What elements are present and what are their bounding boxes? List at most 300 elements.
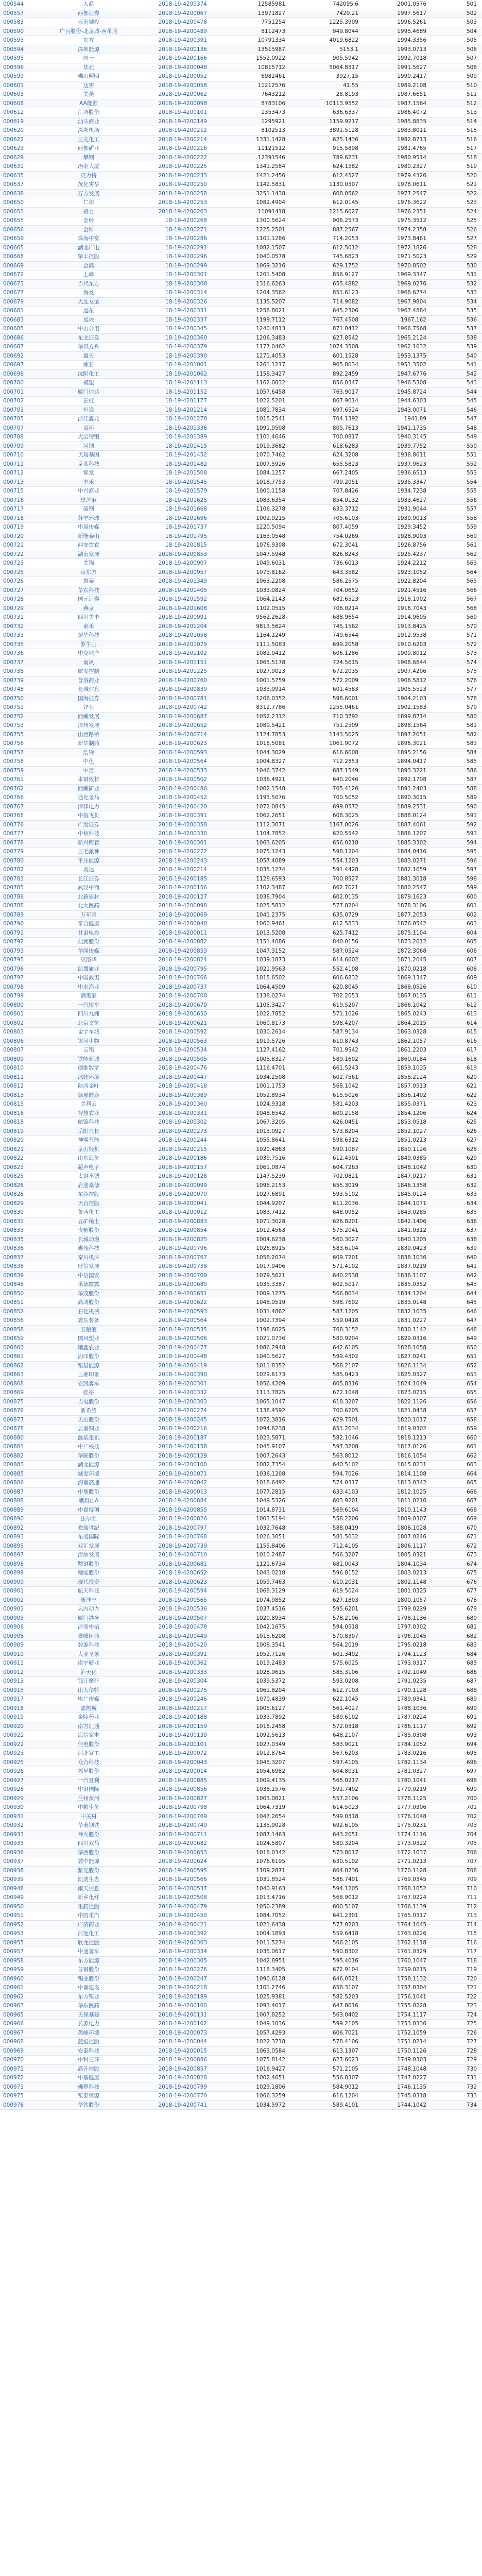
id-cell[interactable]: 2018-19-4200334 <box>158 1948 207 1955</box>
code-cell[interactable]: 000965 <box>3 2011 24 2018</box>
code-cell[interactable]: 000875 <box>3 1398 24 1405</box>
name-cell[interactable]: 东方能源 <box>78 1957 99 1964</box>
name-cell[interactable]: 鑫茂科技 <box>78 1245 99 1251</box>
id-cell[interactable]: 2018-19-4200390 <box>158 1371 207 1378</box>
id-cell[interactable]: 2018-19-4200253 <box>158 199 207 206</box>
code-cell[interactable]: 000713 <box>3 479 24 485</box>
name-cell[interactable]: 中山公用 <box>78 326 99 332</box>
name-cell[interactable]: 中色 <box>83 758 94 765</box>
name-cell[interactable]: 普洛药业 <box>78 677 99 684</box>
id-cell[interactable]: 2018-19-4200421 <box>158 1921 207 1928</box>
code-cell[interactable]: 000895 <box>3 1543 24 1549</box>
id-cell[interactable]: 2018-19-4200374 <box>158 1 207 7</box>
id-cell[interactable]: 2018-19-4200854 <box>158 1227 207 1233</box>
code-cell[interactable]: 000953 <box>3 1930 24 1937</box>
name-cell[interactable]: 新兴铸管 <box>78 839 99 846</box>
id-cell[interactable]: 2018-19-4200650 <box>158 1011 207 1017</box>
id-cell[interactable]: 2018-19-4200449 <box>158 1633 207 1639</box>
name-cell[interactable]: 一汽轿车 <box>78 1002 99 1008</box>
code-cell[interactable]: 000919 <box>3 1714 24 1720</box>
id-cell[interactable]: 18-19-4201452 <box>165 452 207 458</box>
code-cell[interactable]: 000926 <box>3 1768 24 1774</box>
id-cell[interactable]: 2018-19-4200304 <box>158 1678 207 1684</box>
code-cell[interactable]: 000863 <box>3 1371 24 1378</box>
code-cell[interactable]: 000951 <box>3 1912 24 1919</box>
code-cell[interactable]: 000807 <box>3 1047 24 1053</box>
id-cell[interactable]: 2018-19-4200052 <box>158 73 207 79</box>
name-cell[interactable]: 山东海化 <box>78 1155 99 1161</box>
id-cell[interactable]: 2018-19-4200392 <box>158 1930 207 1937</box>
name-cell[interactable]: 双汇发展 <box>78 1543 99 1549</box>
name-cell[interactable]: 西藏发展 <box>78 713 99 720</box>
name-cell[interactable]: 北京文化 <box>78 1020 99 1026</box>
name-cell[interactable]: 炼石 <box>83 362 94 368</box>
code-cell[interactable]: 000708 <box>3 434 24 440</box>
code-cell[interactable]: 000709 <box>3 443 24 449</box>
id-cell[interactable]: 2018-19-4200250 <box>158 181 207 188</box>
name-cell[interactable]: 甘肃电投 <box>78 929 99 936</box>
code-cell[interactable]: 000975 <box>3 2093 24 2099</box>
code-cell[interactable]: 000716 <box>3 497 24 503</box>
code-cell[interactable]: 000809 <box>3 1056 24 1062</box>
id-cell[interactable]: 2018-19-4200593 <box>158 1308 207 1315</box>
name-cell[interactable]: 泸天化 <box>80 1669 97 1675</box>
name-cell[interactable]: 河钢 <box>83 443 94 449</box>
name-cell[interactable]: 漳州发展 <box>78 722 99 728</box>
code-cell[interactable]: 000933 <box>3 1831 24 1838</box>
name-cell[interactable]: 冶金大厦 <box>78 163 99 170</box>
name-cell[interactable]: 广发证券 <box>78 821 99 828</box>
id-cell[interactable]: 2018-19-4200258 <box>158 190 207 197</box>
code-cell[interactable]: 000685 <box>3 326 24 332</box>
name-cell[interactable]: 中核科技 <box>78 831 99 837</box>
name-cell[interactable]: 中水渔业 <box>78 984 99 990</box>
id-cell[interactable]: 2018-19-4200130 <box>158 1732 207 1738</box>
name-cell[interactable]: 铁岭新城 <box>78 1056 99 1062</box>
id-cell[interactable]: 2018-19-4200486 <box>158 785 207 792</box>
id-cell[interactable]: 2018-19-4200159 <box>158 1723 207 1730</box>
name-cell[interactable]: 佛山照明 <box>78 73 99 79</box>
id-cell[interactable]: 2018-19-4200128 <box>158 1173 207 1179</box>
id-cell[interactable]: 2018-19-4200243 <box>158 857 207 864</box>
code-cell[interactable]: 000737 <box>3 659 24 666</box>
name-cell[interactable]: 金鸿 <box>83 262 94 269</box>
name-cell[interactable]: 万年青 <box>80 911 97 918</box>
id-cell[interactable]: 2018-19-4200507 <box>158 1615 207 1621</box>
name-cell[interactable]: 广济药业 <box>78 1921 99 1928</box>
name-cell[interactable]: 秦川机床 <box>78 1254 99 1261</box>
id-cell[interactable]: 2018-19-4200766 <box>158 975 207 981</box>
name-cell[interactable]: 新能泰山 <box>78 533 99 539</box>
id-cell[interactable]: 18-19-4201152 <box>165 388 207 395</box>
name-cell[interactable]: 海南高速 <box>78 1480 99 1486</box>
code-cell[interactable]: 000623 <box>3 145 24 151</box>
id-cell[interactable]: 2018-19-4200303 <box>158 1398 207 1405</box>
code-cell[interactable]: 000679 <box>3 298 24 305</box>
id-cell[interactable]: 2018-19-4200564 <box>158 758 207 765</box>
id-cell[interactable]: 2018-19-4200043 <box>158 1759 207 1766</box>
id-cell[interactable]: 2018-19-4200448 <box>158 1353 207 1360</box>
code-cell[interactable]: 000806 <box>3 1038 24 1044</box>
code-cell[interactable]: 000882 <box>3 1452 24 1459</box>
code-cell[interactable]: 000839 <box>3 1272 24 1279</box>
code-cell[interactable]: 000672 <box>3 272 24 278</box>
name-cell[interactable]: 神火股份 <box>78 1831 99 1838</box>
name-cell[interactable]: 紫光股份 <box>78 1867 99 1874</box>
code-cell[interactable]: 000930 <box>3 1804 24 1810</box>
id-cell[interactable]: 2018-19-4201151 <box>158 659 207 666</box>
name-cell[interactable]: 远东 <box>83 308 94 314</box>
name-cell[interactable]: 鞍钢股份 <box>78 1561 99 1567</box>
id-cell[interactable]: 2018-19-4200363 <box>158 1939 207 1946</box>
name-cell[interactable]: 湖北能源 <box>78 1462 99 1468</box>
code-cell[interactable]: 000590 <box>3 28 24 35</box>
name-cell[interactable]: 天山股份 <box>78 1416 99 1423</box>
code-cell[interactable]: 000698 <box>3 370 24 377</box>
name-cell[interactable]: 中广核技 <box>78 1444 99 1450</box>
id-cell[interactable]: 2018-19-4200062 <box>158 91 207 97</box>
name-cell[interactable]: 格力 <box>83 208 94 215</box>
code-cell[interactable]: 000835 <box>3 1236 24 1243</box>
code-cell[interactable]: 000833 <box>3 1227 24 1233</box>
id-cell[interactable]: 2018-19-4200391 <box>158 812 207 819</box>
code-cell[interactable]: 000619 <box>3 118 24 125</box>
code-cell[interactable]: 000712 <box>3 470 24 476</box>
name-cell[interactable]: 河北宣工 <box>78 1750 99 1756</box>
code-cell[interactable]: 000656 <box>3 226 24 233</box>
code-cell[interactable]: 000886 <box>3 1480 24 1486</box>
code-cell[interactable]: 000608 <box>3 100 24 107</box>
code-cell[interactable]: 000687 <box>3 344 24 350</box>
name-cell[interactable]: 英洛华 <box>80 957 97 963</box>
code-cell[interactable]: 000791 <box>3 929 24 936</box>
name-cell[interactable]: 凯迪生态 <box>78 1876 99 1883</box>
id-cell[interactable]: 18-19-4200331 <box>165 308 207 314</box>
code-cell[interactable]: 000715 <box>3 488 24 494</box>
code-cell[interactable]: 000880 <box>3 1434 24 1441</box>
code-cell[interactable]: 000795 <box>3 957 24 963</box>
name-cell[interactable]: 厦门港务 <box>78 1615 99 1621</box>
id-cell[interactable]: 2018-19-4200420 <box>158 803 207 810</box>
code-cell[interactable]: 000635 <box>3 172 24 179</box>
id-cell[interactable]: 2018-19-4200505 <box>158 1056 207 1062</box>
name-cell[interactable]: 深圳机场 <box>78 127 99 133</box>
id-cell[interactable]: 2018-19-4200102 <box>158 2021 207 2027</box>
code-cell[interactable]: 000750 <box>3 695 24 702</box>
code-cell[interactable]: 000826 <box>3 1182 24 1189</box>
id-cell[interactable]: 2018-19-4200828 <box>158 2075 207 2081</box>
name-cell[interactable]: 数源科技 <box>78 1642 99 1648</box>
code-cell[interactable]: 000892 <box>3 1524 24 1531</box>
name-cell[interactable]: 智慧农业 <box>78 1110 99 1116</box>
id-cell[interactable]: 2018-19-4200305 <box>158 1957 207 1964</box>
code-cell[interactable]: 000822 <box>3 1155 24 1161</box>
code-cell[interactable]: 000936 <box>3 1849 24 1856</box>
code-cell[interactable]: 000918 <box>3 1705 24 1711</box>
code-cell[interactable]: 000650 <box>3 199 24 206</box>
code-cell[interactable]: 000751 <box>3 704 24 710</box>
name-cell[interactable]: 赣能股份 <box>78 1570 99 1576</box>
code-cell[interactable]: 000883 <box>3 1462 24 1468</box>
id-cell[interactable]: 18-19-4201815 <box>165 542 207 548</box>
name-cell[interactable]: 欣龙控股 <box>78 1939 99 1946</box>
code-cell[interactable]: 000705 <box>3 416 24 422</box>
code-cell[interactable]: 000723 <box>3 560 24 566</box>
code-cell[interactable]: 000710 <box>3 452 24 458</box>
name-cell[interactable]: 云铝 <box>83 1047 94 1053</box>
id-cell[interactable]: 18-19-4201113 <box>165 380 207 386</box>
name-cell[interactable]: 南方汇通 <box>78 1723 99 1730</box>
name-cell[interactable]: 华闻传媒 <box>78 947 99 954</box>
name-cell[interactable]: 振华科技 <box>78 632 99 638</box>
code-cell[interactable]: 000938 <box>3 1867 24 1874</box>
code-cell[interactable]: 000955 <box>3 1939 24 1946</box>
id-cell[interactable]: 18-19-4201696 <box>165 515 207 521</box>
code-cell[interactable]: 000957 <box>3 1948 24 1955</box>
name-cell[interactable]: 南风 <box>83 659 94 666</box>
id-cell[interactable]: 2018-19-4200741 <box>158 2102 207 2108</box>
name-cell[interactable]: 银河生物 <box>78 1038 99 1044</box>
name-cell[interactable]: 美锦 <box>83 560 94 566</box>
code-cell[interactable]: 000631 <box>3 163 24 170</box>
code-cell[interactable]: 000911 <box>3 1660 24 1666</box>
name-cell[interactable]: 冰轮环境 <box>78 1074 99 1080</box>
id-cell[interactable]: 18-19-4200337 <box>165 316 207 323</box>
id-cell[interactable]: 2018-19-4200131 <box>158 2011 207 2018</box>
name-cell[interactable]: 三友化工 <box>78 136 99 143</box>
name-cell[interactable]: 攀钢 <box>83 154 94 161</box>
id-cell[interactable]: 2018-19-4200041 <box>158 1200 207 1207</box>
code-cell[interactable]: 000603 <box>3 91 24 97</box>
name-cell[interactable]: 大冶特钢 <box>78 434 99 440</box>
name-cell[interactable]: 中交地产 <box>78 650 99 656</box>
name-cell[interactable]: 陕西金叶 <box>78 1083 99 1089</box>
name-cell[interactable]: 云南城投 <box>78 19 99 25</box>
code-cell[interactable]: 000780 <box>3 857 24 864</box>
name-cell[interactable]: 长城动漫 <box>78 1236 99 1243</box>
code-cell[interactable]: 000890 <box>3 1516 24 1522</box>
id-cell[interactable]: 2018-19-4200886 <box>158 2057 207 2063</box>
name-cell[interactable]: 海印股份 <box>78 1353 99 1360</box>
name-cell[interactable]: 蓝焰控股 <box>78 2039 99 2045</box>
code-cell[interactable]: 000717 <box>3 506 24 512</box>
name-cell[interactable]: 汇鸿股份 <box>78 109 99 115</box>
name-cell[interactable]: 中粮生化 <box>78 1804 99 1810</box>
name-cell[interactable]: 航天科技 <box>78 1588 99 1594</box>
id-cell[interactable]: 2018-19-4200742 <box>158 704 207 710</box>
name-cell[interactable]: 海信家电 <box>78 1732 99 1738</box>
name-cell[interactable]: 中百 <box>83 767 94 774</box>
name-cell[interactable]: 盐湖股份 <box>78 939 99 945</box>
id-cell[interactable]: 2018-19-4200884 <box>158 1498 207 1504</box>
id-cell[interactable]: 2018-19-4200536 <box>158 1606 207 1612</box>
id-cell[interactable]: 2018-19-4200100 <box>158 1462 207 1468</box>
name-cell[interactable]: 本钢板材 <box>78 776 99 783</box>
code-cell[interactable]: 000828 <box>3 1191 24 1197</box>
id-cell[interactable]: 2018-19-4200166 <box>158 55 207 61</box>
code-cell[interactable]: 000887 <box>3 1488 24 1495</box>
name-cell[interactable]: 华茂股份 <box>78 1290 99 1297</box>
id-cell[interactable]: 2018-19-4200623 <box>158 740 207 747</box>
name-cell[interactable]: 冀东装备 <box>78 1317 99 1324</box>
code-cell[interactable]: 000720 <box>3 533 24 539</box>
name-cell[interactable]: 法尔胜 <box>80 1516 97 1522</box>
name-cell[interactable]: 佳电股份 <box>78 1741 99 1748</box>
id-cell[interactable]: 18-19-4200345 <box>165 326 207 332</box>
id-cell[interactable]: 2018-19-4200156 <box>158 885 207 891</box>
name-cell[interactable]: 北新建材 <box>78 893 99 900</box>
id-cell[interactable]: 2018-19-4200478 <box>158 19 207 25</box>
name-cell[interactable]: 一汽夏利 <box>78 1777 99 1784</box>
code-cell[interactable]: 000935 <box>3 1840 24 1846</box>
code-cell[interactable]: 000893 <box>3 1534 24 1540</box>
id-cell[interactable]: 2018-19-4200011 <box>158 929 207 936</box>
code-cell[interactable]: 000948 <box>3 1885 24 1892</box>
id-cell[interactable]: 2018-19-4200127 <box>158 893 207 900</box>
id-cell[interactable]: 2018-19-4200186 <box>158 1155 207 1161</box>
name-cell[interactable]: 鲁泰 <box>83 578 94 584</box>
code-cell[interactable]: 000825 <box>3 1173 24 1179</box>
name-cell[interactable]: 西安饮食 <box>78 542 99 548</box>
id-cell[interactable]: 2018-19-4200013 <box>158 1488 207 1495</box>
code-cell[interactable]: 000622 <box>3 136 24 143</box>
id-cell[interactable]: 2018-19-4200537 <box>158 1885 207 1892</box>
id-cell[interactable]: 2018-19-4200740 <box>158 1822 207 1828</box>
id-cell[interactable]: 18-19-4200326 <box>165 298 207 305</box>
name-cell[interactable]: 大商 <box>83 1 94 7</box>
id-cell[interactable]: 2018-19-4200452 <box>158 794 207 801</box>
code-cell[interactable]: 000818 <box>3 1119 24 1125</box>
code-cell[interactable]: 000697 <box>3 362 24 368</box>
id-cell[interactable]: 2018-19-4200301 <box>158 839 207 846</box>
name-cell[interactable]: 景峰医药 <box>78 1633 99 1639</box>
name-cell[interactable]: 华东医药 <box>78 2003 99 2009</box>
id-cell[interactable]: 2018-19-4200136 <box>158 46 207 53</box>
code-cell[interactable]: 000939 <box>3 1876 24 1883</box>
name-cell[interactable]: 罗牛山 <box>80 641 97 648</box>
id-cell[interactable]: 2018-19-4200991 <box>158 614 207 620</box>
code-cell[interactable]: 000801 <box>3 1011 24 1017</box>
name-cell[interactable]: 财信发展 <box>78 1263 99 1269</box>
name-cell[interactable]: 三毛派神 <box>78 849 99 855</box>
code-cell[interactable]: 000856 <box>3 1317 24 1324</box>
id-cell[interactable]: 2018-19-4200189 <box>158 1993 207 2000</box>
name-cell[interactable]: 三湘印象 <box>78 1371 99 1378</box>
code-cell[interactable]: 000732 <box>3 623 24 630</box>
code-cell[interactable]: 000792 <box>3 939 24 945</box>
code-cell[interactable]: 000819 <box>3 1128 24 1134</box>
id-cell[interactable]: 2018-19-4200477 <box>158 1344 207 1351</box>
name-cell[interactable]: 中基健康 <box>78 2075 99 2081</box>
name-cell[interactable]: 中航飞机 <box>78 812 99 819</box>
code-cell[interactable]: 000910 <box>3 1651 24 1657</box>
code-cell[interactable]: 000729 <box>3 605 24 612</box>
code-cell[interactable]: 000668 <box>3 253 24 260</box>
id-cell[interactable]: 2018-19-4200099 <box>158 1182 207 1189</box>
code-cell[interactable]: 000655 <box>3 217 24 224</box>
code-cell[interactable]: 000711 <box>3 461 24 467</box>
name-cell[interactable]: 深圳能源 <box>78 46 99 53</box>
code-cell[interactable]: 000796 <box>3 965 24 972</box>
code-cell[interactable]: 000831 <box>3 1218 24 1225</box>
name-cell[interactable]: 兰州黄河 <box>78 1795 99 1802</box>
name-cell[interactable]: 吉电股份 <box>78 1398 99 1405</box>
id-cell[interactable]: 18-19-4201062 <box>165 370 207 377</box>
code-cell[interactable]: 000929 <box>3 1795 24 1802</box>
code-cell[interactable]: 000731 <box>3 614 24 620</box>
name-cell[interactable]: 锡业股份 <box>78 1975 99 1982</box>
name-cell[interactable]: 海龙 <box>83 290 94 296</box>
id-cell[interactable]: 18-19-4200314 <box>165 290 207 296</box>
code-cell[interactable]: 000599 <box>3 73 24 79</box>
id-cell[interactable]: 2018-19-4200652 <box>158 722 207 728</box>
id-cell[interactable]: 2018-19-4200215 <box>158 1146 207 1153</box>
name-cell[interactable]: 锌业 <box>83 704 94 710</box>
code-cell[interactable]: 000759 <box>3 767 24 774</box>
name-cell[interactable]: 石化机械 <box>78 1308 99 1315</box>
name-cell[interactable]: 黑芝麻 <box>80 497 97 503</box>
id-cell[interactable]: 2018-19-4200244 <box>158 1137 207 1143</box>
code-cell[interactable]: 000851 <box>3 1299 24 1306</box>
name-cell[interactable]: 嘉凯城 <box>80 1705 97 1711</box>
id-cell[interactable]: 2018-19-4200907 <box>158 560 207 566</box>
name-cell[interactable]: 大连友谊 <box>78 298 99 305</box>
name-cell[interactable]: 佛塑科技 <box>78 2083 99 2090</box>
code-cell[interactable]: 000976 <box>3 2102 24 2108</box>
name-cell[interactable]: 首钢股份 <box>78 1967 99 1973</box>
name-cell[interactable]: 泰合健康 <box>78 921 99 927</box>
code-cell[interactable]: 000735 <box>3 641 24 648</box>
code-cell[interactable]: 000958 <box>3 1957 24 1964</box>
code-cell[interactable]: 000970 <box>3 2057 24 2063</box>
name-cell[interactable]: 五粮液 <box>80 1326 97 1333</box>
code-cell[interactable]: 000768 <box>3 812 24 819</box>
id-cell[interactable]: 2018-19-4200360 <box>158 1101 207 1107</box>
name-cell[interactable]: 厦门信达 <box>78 388 99 395</box>
code-cell[interactable]: 000850 <box>3 1290 24 1297</box>
name-cell[interactable]: 平庄能源 <box>78 857 99 864</box>
code-cell[interactable]: 000659 <box>3 235 24 242</box>
code-cell[interactable]: 000923 <box>3 1750 24 1756</box>
name-cell[interactable]: 酒鬼酒 <box>80 993 97 999</box>
code-cell[interactable]: 000898 <box>3 1561 24 1567</box>
id-cell[interactable]: 18-19-4201737 <box>165 524 207 530</box>
id-cell[interactable]: 2018-19-4201608 <box>158 605 207 612</box>
name-cell[interactable]: 华讯方舟 <box>78 344 99 350</box>
code-cell[interactable]: 000778 <box>3 839 24 846</box>
id-cell[interactable]: 2018-19-4201592 <box>158 596 207 602</box>
name-cell[interactable]: 锦龙 <box>83 470 94 476</box>
id-cell[interactable]: 2018-19-4200247 <box>158 1975 207 1982</box>
code-cell[interactable]: 000823 <box>3 1164 24 1171</box>
id-cell[interactable]: 2018-19-4200389 <box>158 1092 207 1098</box>
id-cell[interactable]: 2018-19-4200302 <box>158 1119 207 1125</box>
code-cell[interactable]: 000707 <box>3 425 24 431</box>
code-cell[interactable]: 000962 <box>3 1993 24 2000</box>
code-cell[interactable]: 000889 <box>3 1506 24 1513</box>
code-cell[interactable]: 000859 <box>3 1335 24 1342</box>
name-cell[interactable]: 中南建设 <box>78 1985 99 1991</box>
code-cell[interactable]: 000868 <box>3 1380 24 1387</box>
name-cell[interactable]: 正虹 <box>83 398 94 404</box>
code-cell[interactable]: 000927 <box>3 1777 24 1784</box>
id-cell[interactable]: 2018-19-4200101 <box>158 109 207 115</box>
id-cell[interactable]: 2018-19-4200738 <box>158 1263 207 1269</box>
code-cell[interactable]: 000786 <box>3 893 24 900</box>
name-cell[interactable]: 长源电力 <box>78 2021 99 2027</box>
id-cell[interactable]: 2018-19-4200563 <box>158 1038 207 1044</box>
code-cell[interactable]: 000803 <box>3 1029 24 1035</box>
